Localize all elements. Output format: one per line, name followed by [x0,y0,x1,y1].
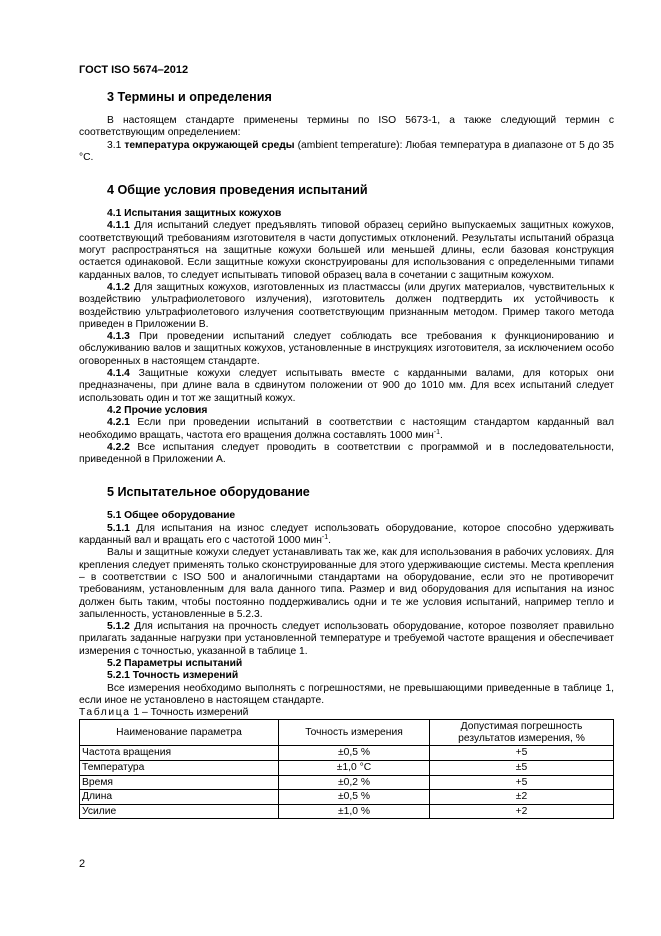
subsection-5-2-title: 5.2 Параметры испытаний [107,657,243,669]
clause-number: 5.1.1 [107,522,130,534]
paragraph-3-intro: В настоящем стандарте применены термины по ISO 5673-1, а также следующий термин с соответствующим определением: [79,115,614,139]
section-4-title: 4 Общие условия проведения испытаний [107,183,368,198]
page-number: 2 [79,858,86,870]
table-caption [79,707,614,719]
measurement-accuracy-table [79,719,614,819]
header-accuracy: Точность измерения [279,720,430,746]
cell-parameter: Время [80,775,279,790]
clause-number: 4.1.3 [107,331,130,343]
cell-accuracy: ±0,5 % [279,790,430,805]
clause-text-end: . [440,429,443,441]
defined-term: температура окружающей среды [124,139,295,151]
cell-tolerance: +5 [430,775,614,790]
clause-number: 4.1.1 [107,220,130,232]
paragraph-4-1-1 [79,220,614,281]
table-row [80,775,614,790]
cell-tolerance: ±2 [430,790,614,805]
superscript: -1 [433,428,441,436]
header-parameter: Наименование параметра [80,720,279,746]
cell-parameter: Температура [80,761,279,776]
clause-text: Для испытаний следует предъявлять типовой образец серийно выпускаемых защитных кожухов, соответствующий требованиям изготовителя в части допустимых отклонений. Результаты испытаний образца могут распространяться на защитные кожухи большей или меньшей длины, если базовая конструкция остается одинаковой. Если защитные кожухи сконструированы для использования с определенными типами карданных валов, то следует испытывать типовой образец вала в сочетании с защитным кожухом. [79,220,614,281]
subsection-4-2-title: 4.2 Прочие условия [107,404,208,416]
subsection-5-2-1-title: 5.2.1 Точность измерений [107,670,239,682]
section-5-title: 5 Испытательное оборудование [107,485,310,500]
clause-number: 3.1 [107,139,122,151]
document-header: ГОСТ ISO 5674–2012 [79,64,189,76]
table-row [80,746,614,761]
cell-accuracy: ±0,2 % [279,775,430,790]
document-body [79,90,614,819]
clause-text: Все испытания следует проводить в соответствии с программой и в последовательности, приведенной в Приложении А. [79,441,614,466]
cell-parameter: Частота вращения [80,746,279,761]
clause-text: Для защитных кожухов, изготовленных из пластмассы (или других материалов, чувствительных к воздействию ультрафиолетового излучения), изготовитель должен подтвердить их устойчивость к воздействию ультрафиолетового излучения соответствующим признанным методом. Пример такого метода приведен в Приложении В. [79,281,614,330]
cell-tolerance: +5 [430,746,614,761]
paragraph-5-1-2 [79,621,614,658]
paragraph-5-2-1: Все измерения необходимо выполнять с погрешностями, не превышающими приведенные в таблице 1, если иное не установлено в настоящем стандарте. [79,682,614,706]
paragraph-3-1 [79,140,614,165]
superscript: -1 [321,534,329,542]
cell-tolerance: ±5 [430,761,614,776]
clause-text: Если при проведении испытаний в соответствии с настоящим стандартом карданный вал необходимо вращать, частота его вращения должна составлять 1000 мин [79,417,614,441]
section-3-title: 3 Термины и определения [107,90,272,104]
table-row [80,804,614,819]
cell-accuracy: ±1,0 % [279,804,430,819]
subsection-5-1-title: 5.1 Общее оборудование [107,510,236,522]
clause-text: Для испытания на прочность следует использовать оборудование, которое позволяет правильно прилагать заданные нагрузки при установленной температуре и требуемой частоте вращения и обеспечивает измерения с точностью, указанной в таблице 1. [79,621,614,657]
clause-text: Защитные кожухи следует испытывать вместе с карданными валами, для которых они предназначены, при длине вала в сдвинутом положении от 900 до 1010 мм. Для всех испытаний следует использовать один и тот же защитный кожух. [79,368,614,404]
table-caption-word: Таблица [79,707,131,719]
paragraph-5-1-1-continued: Валы и защитные кожухи следует устанавливать так же, как для использования в рабочих условиях. Для крепления следует применять только сконструированные для этого удерживающие системы. Места крепления – в соответствии с ISO 500 и аналогичными стандартами на оборудование, если это не противоречит требованиям, установленным для вала данного типа. Размер и вид оборудования для испытания на износ должен быть таким, чтобы постоянно поддерживались одни и те же условия испытаний, например тепло и запыленность, установленные в 5.2.3. [79,547,614,620]
paragraph-5-1-1 [79,523,614,548]
cell-tolerance: +2 [430,804,614,819]
header-tolerance: Допустимая погрешность результатов измерения, % [430,720,614,746]
paragraph-4-1-3 [79,331,614,368]
table-row [80,790,614,805]
paragraph-4-1-4 [79,368,614,405]
clause-number: 4.1.2 [107,281,130,293]
cell-accuracy: ±0,5 % [279,746,430,761]
cell-parameter: Усилие [80,804,279,819]
table-caption-text: 1 – Точность измерений [130,707,249,719]
subsection-4-1-title: 4.1 Испытания защитных кожухов [107,208,282,220]
clause-number: 4.2.1 [107,417,130,429]
paragraph-4-2-2 [79,442,614,467]
cell-parameter: Длина [80,790,279,805]
cell-accuracy: ±1,0 °С [279,761,430,776]
clause-text: Для испытания на износ следует использовать оборудование, которое способно удерживать карданный вал и вращать его с частотой 1000 мин [79,522,614,547]
clause-number: 4.2.2 [107,441,130,453]
clause-number: 5.1.2 [107,621,130,633]
paragraph-4-2-1 [79,417,614,442]
definition-text: (ambient temperature): Любая температура в диапазоне от 5 до 35 °С. [79,139,614,163]
table-header-row [80,720,614,746]
paragraph-4-1-2 [79,282,614,331]
table-row [80,761,614,776]
clause-number: 4.1.4 [107,368,130,380]
clause-text-end: . [328,535,331,547]
clause-text: При проведении испытаний следует соблюдать все требования к функционированию и обслуживанию валов и защитных кожухов, установленные в инструкциях изготовителя, за исключением особо оговоренных в настоящем стандарте. [79,331,614,367]
